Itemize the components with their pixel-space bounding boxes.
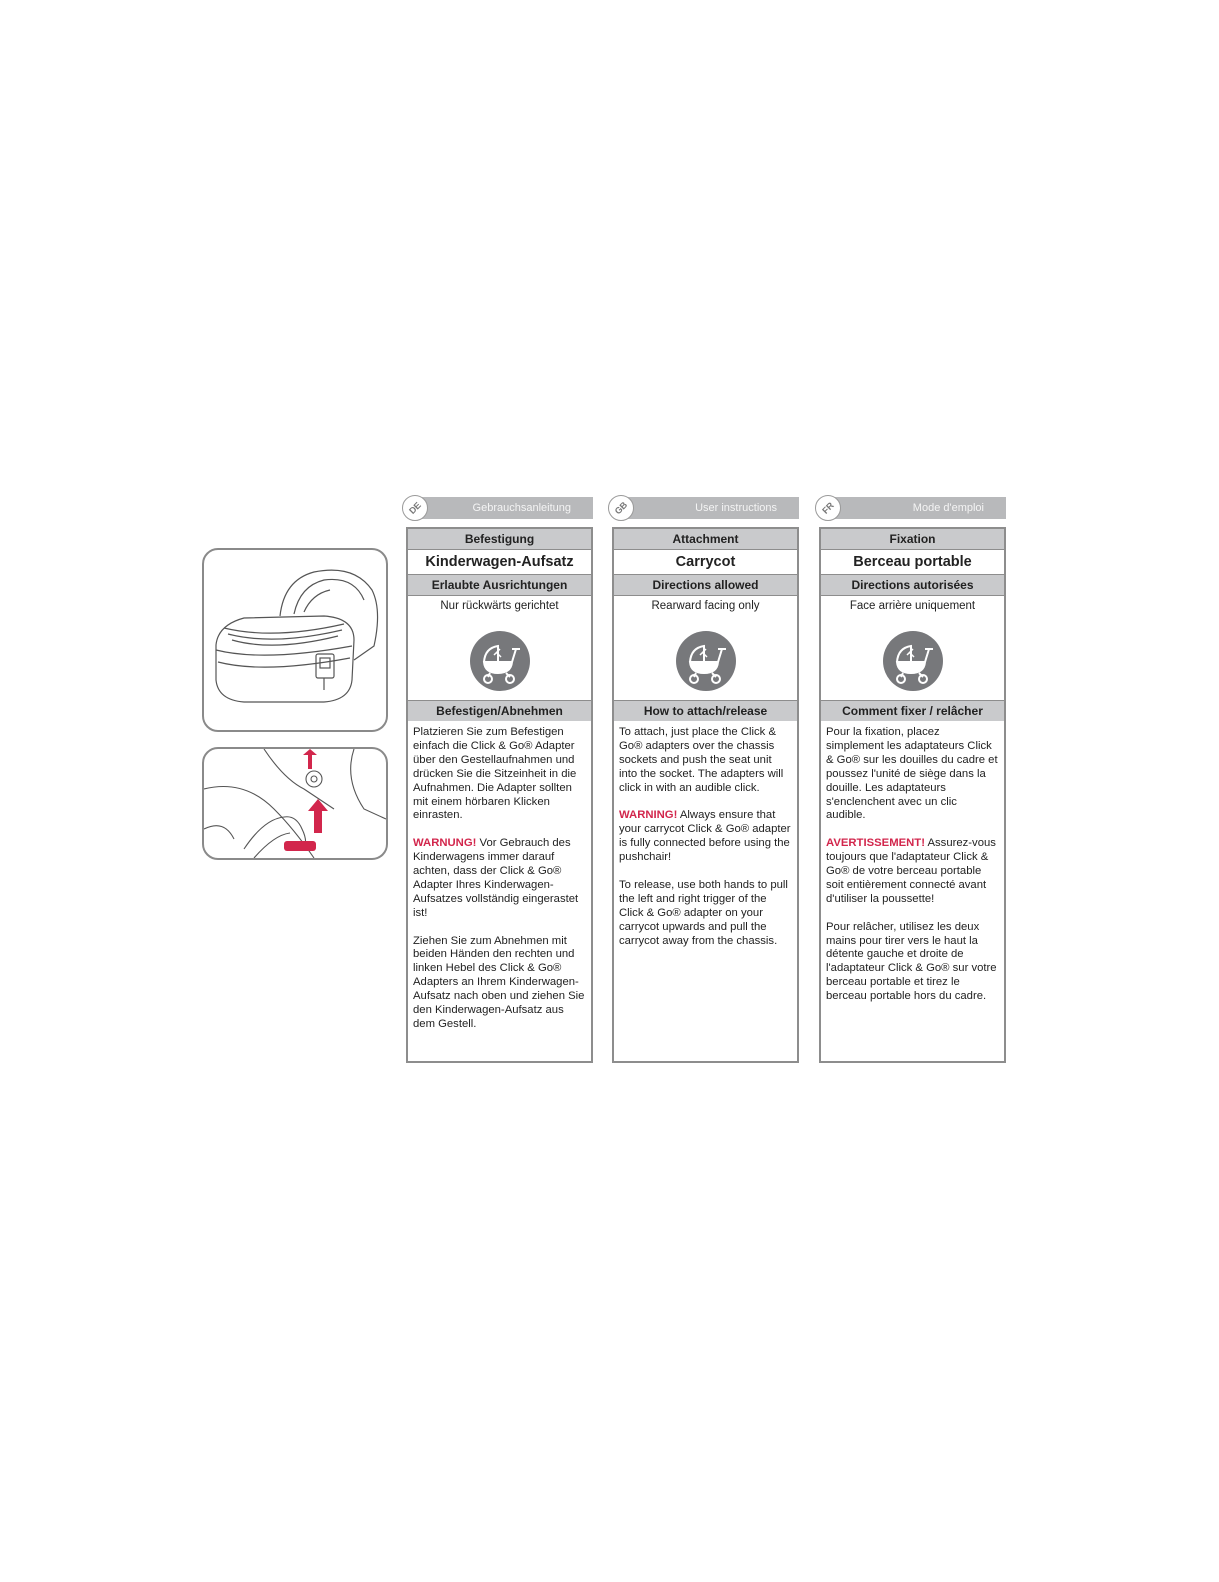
warning-label: AVERTISSEMENT! xyxy=(826,837,925,850)
directions-area xyxy=(821,595,1004,701)
language-title: Mode d'emploi xyxy=(912,502,984,514)
carrycot-illustration xyxy=(202,548,388,732)
release-text: Ziehen Sie zum Abnehmen mit beiden Händen den rechten und linken Hebel des Click & Go® Adapters an Ihrem Kinderwagen-Aufsatz nach oben und ziehen Sie den Kinderwagen-Aufsatz aus dem Gestell. xyxy=(413,934,585,1030)
release-text: Pour relâcher, utilisez les deux mains pour tirer vers le haut la détente gauche et droite de l'adaptateur Click & Go® sur votre berceau portable et tirez le berceau portable hors du cadre. xyxy=(826,920,997,1003)
column-gb xyxy=(612,497,799,1063)
release-text: To release, use both hands to pull the left and right trigger of the Click & Go® adapter on your carrycot upwards and pull the carrycot away from the chassis. xyxy=(619,878,788,947)
adapter-release-illustration xyxy=(202,747,388,860)
warning-paragraph xyxy=(826,837,999,907)
carrycot-icon xyxy=(204,550,386,730)
language-badge: GB xyxy=(603,490,640,527)
language-bar xyxy=(614,497,799,519)
instruction-box xyxy=(612,527,799,1063)
warning-text: Assurez-vous toujours que l'adaptateur Click & Go® de votre berceau portable soit entièrement connecté avant d'utiliser la poussette! xyxy=(826,837,996,905)
warning-paragraph xyxy=(619,809,792,865)
language-badge: DE xyxy=(397,490,434,527)
instructions-body xyxy=(408,721,591,1032)
attach-text: Pour la fixation, placez simplement les adaptateurs Click & Go® sur les douilles du cadre et poussez l'unité de siège dans la douille. Les adaptateurs s'enclenchent avec un clic audible. xyxy=(826,726,998,822)
product-title: Kinderwagen-Aufsatz xyxy=(408,549,591,575)
language-title: Gebrauchsanleitung xyxy=(472,502,571,514)
direction-text: Nur rückwärts gerichtet xyxy=(440,600,559,612)
directions-label: Directions autorisées xyxy=(821,575,1004,595)
directions-area xyxy=(408,595,591,701)
pram-icon xyxy=(883,631,943,691)
warning-text: Always ensure that your carrycot Click & Go® adapter is fully connected before using the pushchair! xyxy=(619,809,791,864)
section-label: Attachment xyxy=(614,529,797,549)
attach-text: Platzieren Sie zum Befestigen einfach die Click & Go® Adapter über den Gestellaufnahmen und drücken Sie die Sitzeinheit in die Aufnahmen. Die Adapter sollten mit einem hörbaren Klicken einrasten. xyxy=(413,726,577,822)
howto-label: How to attach/release xyxy=(614,701,797,721)
warning-label: WARNUNG! xyxy=(413,837,477,850)
product-title: Carrycot xyxy=(614,549,797,575)
howto-label: Comment fixer / relâcher xyxy=(821,701,1004,721)
warning-paragraph xyxy=(413,837,586,920)
instruction-box xyxy=(406,527,593,1063)
warning-text: Vor Gebrauch des Kinderwagens immer darauf achten, dass der Click & Go® Adapter Ihres Kinderwagen-Aufsatzes vollständig eingerastet ist! xyxy=(413,837,579,919)
language-badge: FR xyxy=(810,490,847,527)
directions-label: Directions allowed xyxy=(614,575,797,595)
section-label: Fixation xyxy=(821,529,1004,549)
direction-text: Face arrière uniquement xyxy=(849,600,976,612)
attach-text: To attach, just place the Click & Go® adapters over the chassis sockets and push the seat unit into the socket. The adapters will click in with an audible click. xyxy=(619,726,784,794)
product-title: Berceau portable xyxy=(821,549,1004,575)
pram-icon xyxy=(470,631,530,691)
language-bar xyxy=(408,497,593,519)
pram-icon xyxy=(676,631,736,691)
language-title: User instructions xyxy=(695,502,777,514)
instructions-body xyxy=(614,721,797,948)
directions-area xyxy=(614,595,797,701)
section-label: Befestigung xyxy=(408,529,591,549)
column-de xyxy=(406,497,593,1063)
language-bar xyxy=(821,497,1006,519)
warning-label: WARNING! xyxy=(619,809,678,822)
hand-release-icon xyxy=(204,749,386,858)
instructions-body xyxy=(821,721,1004,1004)
column-fr xyxy=(819,497,1006,1063)
instruction-box xyxy=(819,527,1006,1063)
howto-label: Befestigen/Abnehmen xyxy=(408,701,591,721)
direction-text: Rearward facing only xyxy=(651,600,760,612)
directions-label: Erlaubte Ausrichtungen xyxy=(408,575,591,595)
